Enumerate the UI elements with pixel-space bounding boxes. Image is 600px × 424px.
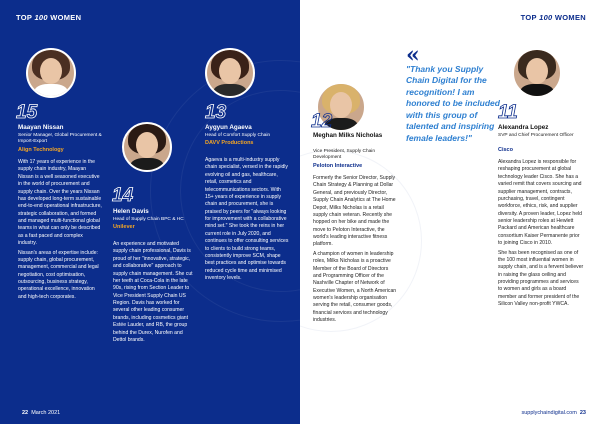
profile-body: Formerly the Senior Director, Supply Chain Strategy & Planning at Dollar General, and previously Director, Supply Chain Analytics at The Home Depot, Milks Nicholas is a retail supply chain veteran. Recently she hopped on her bike and made the move to Peloton Interactive, the world's leading interactive fitness platform. A champion of women in leadership roles, Milks Nicholas is a proactive Member of the Board of Directors and Programming Officer of the Nashville Chapter of Network of Executive Women, a North American women's leadership organisation serving the retail, consumer goods, financial services and technology industries. <box>313 175 397 324</box>
section-header-right: TOP 100 WOMEN <box>520 13 586 22</box>
profile-photo-helen-davis <box>122 122 172 172</box>
profile-body: With 17 years of experience in the supply chain industry, Maayan Nissan is a well seasoned executive in the world of procurement and supply chain. Over the years Nissan has developed long-term sustainable end-to-end operational infrastructure, strategic collaboration, and formed and managed multi-functional global teams in what can only be described as a fast paced and complex industry. Nissan's areas of expertise include: supply chain, global procurement, management, commercial and legal negotiation, cost optimisation, outsourcing, business strategy, operational excellence, innovation and high-tech corporates. <box>18 159 102 300</box>
profile-role: Senior Manager, Global Procurement & Import-Export <box>18 133 102 144</box>
quote-mark-icon: « <box>406 42 420 68</box>
profile-company: Peloton Interactive <box>313 163 363 169</box>
page-footer-right: supplychaindigital.com 23 <box>521 410 586 416</box>
profile-role: Head of Comfort Supply Chain <box>205 133 271 138</box>
profile-name: Maayan Nissan <box>18 124 64 131</box>
section-header-left: TOP 100 WOMEN <box>16 13 82 22</box>
pull-quote: "Thank you Supply Chain Digital for the recognition! I am honored to be included with this group of talented and inspiring female leaders!" <box>406 64 500 143</box>
profile-company: Unilever <box>113 224 135 230</box>
profile-name: Helen Davis <box>113 208 149 215</box>
rank-number: 14 <box>112 185 134 206</box>
profile-role: SVP and Chief Procurement Officer <box>498 133 574 138</box>
profile-role: Vice President, Supply Chain Development <box>313 149 376 160</box>
profile-company: Align Technology <box>18 147 64 153</box>
profile-photo-alexandra-lopez <box>512 48 562 98</box>
rank-number: 11 <box>498 102 518 123</box>
rank-number: 12 <box>311 111 333 132</box>
profile-body: Agaeva is a multi-industry supply chain specialist, versed in the rapidly evolving oil and gas, healthcare, retail, cosmetics and telecommunications sectors. With 15+ years of experience in supply chain and procurement, she is praised by peers for "always looking for improvement with a collaborative mind set." She took the reins in her current role in July 2020, and continues to offer consulting services to clients to build strong teams, consistently improve SCM, shape best practices and optimise towards reduced cycle time and minimised inventory levels. <box>205 157 289 281</box>
profile-name: Meghan Milks Nicholas <box>313 132 383 139</box>
profile-body: Alexandra Lopez is responsible for reshaping procurement at global technology leader Cisco. She has a varied remit that covers sourcing and supplier management, contracts, purchasing, travel, contingent workforce, ethics, risk, and supplier diversity. A proven leader, Lopez held senior leadership roles at Hewlett Packard and American healthcare consortium Kaiser Permanente prior to joining Cisco in 2010. She has been recognised as one of the 100 most influential women in supply chain, and is a fervent believer in raising the glass ceiling and providing programmes and services to women and girls as a board member and former president of the Silicon Valley non-profit YWCA. <box>498 159 584 308</box>
profile-photo-aygyun-agaeva <box>205 48 255 98</box>
page-number: 22 March 2021 <box>22 410 61 416</box>
profile-name: Aygyun Agaeva <box>205 124 252 131</box>
rank-number: 13 <box>205 102 227 123</box>
profile-body: An experience and motivated supply chain professional, Davis is proud of her "innovative, strategic, and collaborative" approach to supply chain management. She cut her teeth at Coca-Cola in the late 90s, rising from Section Leader to Vice President Supply Chain US Region. Davis has worked for several other leading consumer brands, including cosmetics giant Estée Lauder, and RB, the group behind the Durex, Nurofen and Dettol brands. <box>113 241 193 343</box>
profile-company: Cisco <box>498 147 513 153</box>
profile-photo-maayan-nissan <box>26 48 76 98</box>
rank-number: 15 <box>16 102 38 123</box>
profile-name: Alexandra Lopez <box>498 124 549 131</box>
profile-role: Head of Supply Chain BPC & HC <box>113 217 184 222</box>
profile-company: DAVV Productions <box>205 140 254 146</box>
